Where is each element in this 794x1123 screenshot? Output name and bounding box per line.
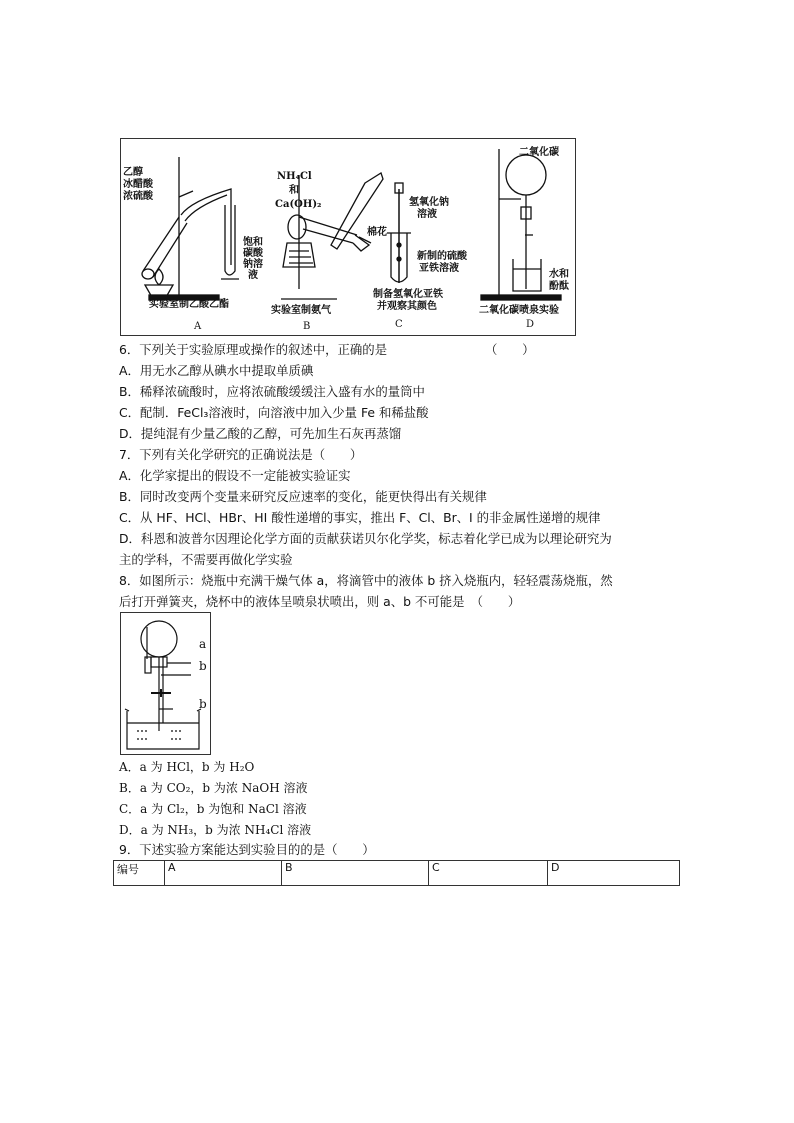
panel-d-liquid-label-2: 酚酞	[549, 281, 569, 292]
q9-col-number: 编号	[114, 861, 165, 886]
apparatus-figure	[120, 138, 576, 336]
panel-d-liquid-label-1: 水和	[549, 269, 569, 280]
panel-a-caption: 实验室制乙酸乙酯	[149, 299, 229, 310]
q8-option-c: C．a 为 Cl₂，b 为饱和 NaCl 溶液	[119, 802, 307, 816]
panel-c-top-label-2: 溶液	[417, 209, 437, 220]
panel-b-letter: B	[303, 321, 311, 332]
panel-c-caption-1: 制备氢氧化亚铁	[373, 289, 443, 300]
q9-col-c: C	[429, 861, 548, 886]
panel-c-mid-label-1: 新制的硫酸	[417, 251, 467, 262]
fountain-figure	[120, 612, 211, 755]
q7-stem: 7．下列有关化学研究的正确说法是（ ）	[119, 447, 363, 462]
panel-b-caption: 实验室制氨气	[271, 305, 331, 316]
panel-c-letter: C	[395, 319, 403, 330]
q6-stem	[119, 342, 535, 358]
fountain-label-a: a	[199, 637, 207, 651]
panel-b-reagent-2: Ca(OH)₂	[275, 199, 322, 210]
q8-option-d: D．a 为 NH₃，b 为浓 NH₄Cl 溶液	[119, 823, 312, 837]
panel-c-caption-2: 并观察其颜色	[377, 301, 437, 312]
panel-a-tube-label-1: 饱和	[243, 237, 263, 248]
q7-option-d: D．科恩和波普尔因理论化学方面的贡献获诺贝尔化学奖，标志着化学已成为以理论研究为	[119, 531, 612, 546]
fountain-label-b-dropper: b	[199, 659, 207, 673]
q6-option-d: D．提纯混有少量乙酸的乙醇，可先加生石灰再蒸馏	[119, 426, 402, 441]
panel-a-tube-label-2: 碳酸	[243, 248, 263, 259]
panel-d-letter: D	[526, 319, 535, 330]
q6-stem-text: 6．下列关于实验原理或操作的叙述中，正确的是	[119, 342, 388, 357]
panel-a-letter: A	[194, 321, 202, 332]
fountain-label-b-beaker: b	[199, 697, 207, 711]
q6-option-a: A．用无水乙醇从碘水中提取单质碘	[119, 363, 314, 378]
q7-option-a: A．化学家提出的假设不一定能被实验证实	[119, 468, 351, 483]
q8-stem-line-2: 后打开弹簧夹，烧杯中的液体呈喷泉状喷出，则 a、b 不可能是 （ ）	[119, 594, 521, 609]
q8-stem-line-1: 8．如图所示：烧瓶中充满干燥气体 a，将滴管中的液体 b 挤入烧瓶内，轻轻震荡烧瓶，然	[119, 573, 613, 588]
q9-col-b: B	[282, 861, 429, 886]
panel-b-cotton-label: 棉花	[367, 227, 387, 238]
q6-option-b: B．稀释浓硫酸时，应将浓硫酸缓缓注入盛有水的量筒中	[119, 384, 425, 399]
q9-table	[113, 860, 680, 886]
panel-a-reagent-3: 浓硫酸	[123, 191, 153, 202]
panel-d-gas-label: 二氧化碳	[519, 147, 559, 158]
q7-option-d-continued: 主的学科，不需要再做化学实验	[119, 552, 293, 567]
q9-col-d: D	[548, 861, 680, 886]
panel-a-tube-label-3: 钠溶	[243, 259, 263, 270]
panel-a-reagent-2: 冰醋酸	[123, 179, 153, 190]
panel-d-caption: 二氧化碳喷泉实验	[479, 305, 559, 316]
panel-b-reagent-1: NH₄Cl	[277, 171, 312, 182]
panel-c-mid-label-2: 亚铁溶液	[419, 263, 459, 274]
q8-option-b: B．a 为 CO₂，b 为浓 NaOH 溶液	[119, 781, 308, 795]
panel-a-tube-label-4: 液	[248, 270, 258, 281]
panel-c-top-label-1: 氢氧化钠	[409, 197, 449, 208]
q9-col-a: A	[165, 861, 282, 886]
q7-option-c: C．从 HF、HCl、HBr、HI 酸性递增的事实，推出 F、Cl、Br、I 的非金属性递增的规律	[119, 510, 601, 525]
q9-table-header-row	[114, 861, 680, 886]
q9-stem: 9．下述实验方案能达到实验目的的是（ ）	[119, 842, 375, 857]
q7-option-b: B．同时改变两个变量来研究反应速率的变化，能更快得出有关规律	[119, 489, 487, 504]
q6-answer-bracket: （ ）	[485, 342, 535, 357]
fountain-drawing	[121, 613, 210, 754]
panel-b-reagent-and: 和	[289, 185, 299, 196]
panel-a-reagent-1: 乙醇	[123, 167, 143, 178]
q8-option-a: A．a 为 HCl，b 为 H₂O	[119, 760, 255, 774]
q6-option-c: C．配制．FeCl₃溶液时，向溶液中加入少量 Fe 和稀盐酸	[119, 405, 429, 420]
